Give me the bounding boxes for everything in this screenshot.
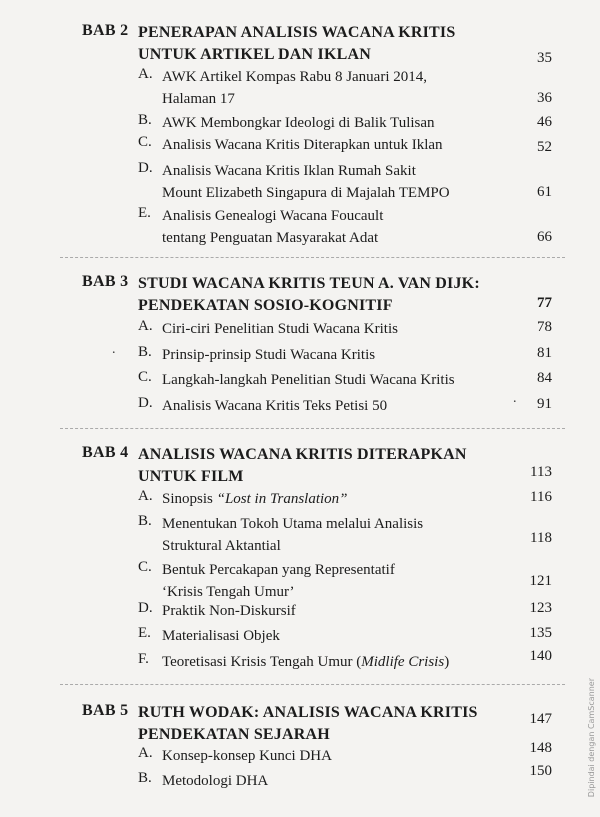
entry-page-number: 140 (529, 648, 552, 664)
entry-page-number: 61 (537, 184, 552, 200)
entry-title: Analisis Wacana Kritis Teks Petisi 50 (162, 398, 388, 414)
entry-title: Ciri-ciri Penelitian Studi Wacana Kritis (162, 321, 398, 337)
entry-page-number: 84 (537, 370, 552, 386)
entry-title-line: Halaman 17 (162, 91, 235, 107)
chapter-title-line: STUDI WACANA KRITIS TEUN A. VAN DIJK: (138, 275, 480, 292)
entry-page-number: 46 (537, 114, 552, 130)
chapter-title-line: PENERAPAN ANALISIS WACANA KRITIS (138, 24, 456, 41)
entry-title (162, 66, 522, 110)
entry-title: Prinsip-prinsip Studi Wacana Kritis (162, 347, 376, 363)
entry-title: Konsep-konsep Kunci DHA (162, 748, 332, 764)
entry-page-number: 36 (537, 90, 552, 106)
chapter-label: BAB 4 (82, 444, 129, 461)
entry-title-text: ) (444, 654, 450, 670)
entry-page-number: 121 (529, 573, 552, 589)
entry-page-number: 52 (537, 139, 552, 155)
entry-title (162, 651, 522, 673)
entry-letter: A. (138, 745, 153, 761)
entry-letter: C. (138, 134, 152, 150)
entry-title: Analisis Wacana Kritis Diterapkan untuk Iklan (162, 137, 443, 153)
entry-title-line: tentang Penguatan Masyarakat Adat (162, 230, 379, 246)
entry-letter: C. (138, 369, 152, 385)
entry-letter: E. (138, 625, 151, 641)
scan-speck: . (513, 391, 517, 406)
entry-title-italic: Midlife Crisis (361, 654, 445, 670)
entry-title-line: AWK Artikel Kompas Rabu 8 Januari 2014, (162, 69, 428, 85)
section-divider (60, 257, 565, 259)
entry-title-text: Sinopsis (162, 491, 217, 507)
entry-page-number: 91 (537, 396, 552, 412)
section-divider (60, 684, 565, 686)
entry-page-number: 66 (537, 229, 552, 245)
entry-page-number: 150 (529, 763, 552, 779)
entry-letter: A. (138, 488, 153, 504)
entry-title-text: Teoretisasi Krisis Tengah Umur ( (162, 654, 362, 670)
chapter-title (138, 444, 483, 488)
entry-page-number: 78 (537, 319, 552, 335)
chapter-label: BAB 3 (82, 273, 129, 290)
entry-title (162, 205, 522, 249)
chapter-page-number: 147 (529, 711, 552, 727)
entry-title (162, 160, 522, 204)
entry-title-line: Analisis Wacana Kritis Iklan Rumah Sakit (162, 163, 416, 179)
chapter-title-line: PENDEKATAN SOSIO-KOGNITIF (138, 297, 393, 314)
entry-title-line: Analisis Genealogi Wacana Foucault (162, 208, 384, 224)
entry-letter: A. (138, 318, 153, 334)
entry-title-line: ‘Krisis Tengah Umur’ (162, 584, 295, 600)
scan-speck: . (112, 342, 116, 357)
entry-page-number: 116 (530, 489, 552, 505)
entry-letter: A. (138, 66, 153, 82)
chapter-page-number: 35 (537, 50, 552, 66)
entry-letter: B. (138, 513, 152, 529)
entry-title-line: Mount Elizabeth Singapura di Majalah TEMPO (162, 185, 450, 201)
chapter-label: BAB 5 (82, 702, 129, 719)
entry-title (162, 488, 522, 510)
entry-title-line: Bentuk Percakapan yang Representatif (162, 562, 395, 578)
entry-letter: B. (138, 344, 152, 360)
entry-title (162, 513, 522, 557)
chapter-title-line: RUTH WODAK: ANALISIS WACANA KRITIS (138, 704, 478, 721)
chapter-page-number: 113 (530, 464, 552, 480)
entry-letter: D. (138, 600, 153, 616)
entry-page-number: 118 (530, 530, 552, 546)
entry-letter: E. (138, 205, 151, 221)
entry-title-line: Menentukan Tokoh Utama melalui Analisis (162, 516, 424, 532)
entry-title: Praktik Non-Diskursif (162, 603, 296, 619)
entry-page-number: 148 (529, 740, 552, 756)
chapter-title-line: UNTUK ARTIKEL DAN IKLAN (138, 46, 371, 63)
entry-title: Materialisasi Objek (162, 628, 280, 644)
entry-title: Langkah-langkah Penelitian Studi Wacana Kritis (162, 372, 455, 388)
entry-letter: B. (138, 112, 152, 128)
chapter-title (138, 22, 483, 66)
entry-letter: D. (138, 160, 153, 176)
chapter-title-line: UNTUK FILM (138, 468, 244, 485)
entry-page-number: 135 (529, 625, 552, 641)
entry-letter: D. (138, 395, 153, 411)
chapter-label: BAB 2 (82, 22, 129, 39)
entry-letter: B. (138, 770, 152, 786)
entry-letter: C. (138, 559, 152, 575)
entry-title-line: Struktural Aktantial (162, 538, 281, 554)
entry-letter: F. (138, 651, 149, 667)
entry-title: AWK Membongkar Ideologi di Balik Tulisan (162, 115, 435, 131)
chapter-title-line: PENDEKATAN SEJARAH (138, 726, 330, 743)
entry-title: Metodologi DHA (162, 773, 269, 789)
entry-page-number: 81 (537, 345, 552, 361)
scanner-watermark: Dipindai dengan CamScanner (587, 677, 596, 797)
entry-title-italic: “Lost in Translation” (216, 491, 348, 507)
chapter-title (138, 273, 483, 317)
section-divider (60, 428, 565, 430)
chapter-title-line: ANALISIS WACANA KRITIS DITERAPKAN (138, 446, 467, 463)
chapter-title (138, 702, 483, 746)
entry-page-number: 123 (529, 600, 552, 616)
entry-title (162, 559, 522, 603)
chapter-page-number: 77 (537, 295, 552, 311)
